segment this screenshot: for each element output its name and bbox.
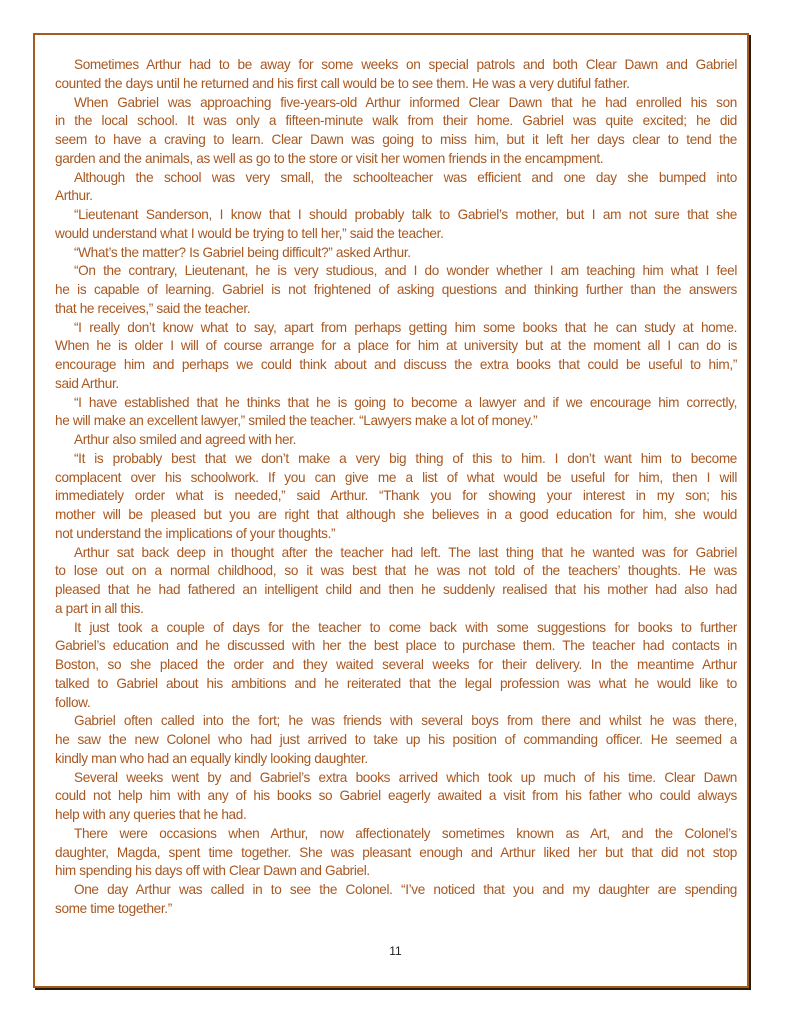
text-line: pleased that he had fathered an intelligent child and then he suddenly realised that his mother had also had: [55, 582, 737, 597]
text-line: kindly man who had an equally kindly looking daughter.: [55, 750, 368, 766]
text-line: some time together.”: [55, 900, 172, 916]
text-line: could not help him with any of his books so Gabriel eagerly awaited a visit from his father who could always: [55, 788, 737, 804]
paragraph: [55, 206, 737, 244]
text-line: help with any queries that he had.: [55, 807, 247, 822]
text-line: garden and the animals, as well as go to the store or visit her women friends in the encampment.: [55, 150, 604, 166]
text-line: Sometimes Arthur had to be away for some weeks on special patrols and both Clear Dawn and Gabriel: [74, 57, 737, 72]
paragraph: [55, 712, 737, 768]
text-line: Arthur also smiled and agreed with her.: [74, 432, 297, 447]
text-line: encourage him and perhaps we could think about and discuss the extra books that could be useful to him,”: [55, 357, 737, 372]
text-line: Several weeks went by and Gabriel’s extra books arrived which took up much of his time. Clear Dawn: [74, 769, 737, 785]
text-line: follow.: [55, 694, 91, 710]
paragraph: [55, 56, 737, 94]
paragraph: [55, 94, 737, 169]
text-line: “I really don’t know what to say, apart from perhaps getting him some books that he can study at home.: [74, 319, 737, 335]
text-line: said Arthur.: [55, 375, 119, 391]
text-line: Although the school was very small, the schoolteacher was efficient and one day she bumped into: [74, 169, 737, 185]
page-number: 11: [389, 944, 402, 958]
text-line: Boston, so she placed the order and they waited several weeks for their delivery. In the meantime Arthur: [55, 657, 737, 672]
text-line: Arthur sat back deep in thought after the teacher had left. The last thing that he wanted was for Gabriel: [74, 544, 737, 560]
text-line: he is capable of learning. Gabriel is not frightened of asking questions and thinking further than the answers: [55, 282, 737, 297]
paragraph: [55, 431, 737, 450]
text-line: him spending his days off with Clear Dawn and Gabriel.: [55, 863, 370, 879]
paragraph: [55, 244, 737, 263]
text-line: Gabriel often called into the fort; he was friends with several boys from there and whilst he was there,: [74, 713, 737, 729]
text-line: One day Arthur was called in to see the Colonel. “I’ve noticed that you and my daughter are spending: [74, 882, 737, 897]
text-line: When he is older I will of course arrange for a place for him at university but at the moment all I can do is: [55, 338, 737, 354]
text-line: he saw the new Colonel who had just arrived to take up his position of commanding officer. He seemed a: [55, 732, 737, 747]
text-line: “I have established that he thinks that he is going to become a lawyer and if we encourage him correctly,: [74, 394, 737, 410]
paragraph: [55, 825, 737, 881]
text-line: seem to have a craving to learn. Clear Dawn was going to miss him, but it left her days clear to tend the: [55, 132, 737, 147]
text-line: Arthur.: [55, 188, 93, 204]
text-line: counted the days until he returned and his first call would be to see them. He was a very dutiful father.: [55, 75, 630, 91]
paragraph: [55, 169, 737, 207]
text-line: he will make an excellent lawyer,” smiled the teacher. “Lawyers make a lot of money.”: [55, 413, 538, 429]
paragraph: [55, 619, 737, 713]
text-line: “It is probably best that we don’t make a very big thing of this to him. I don’t want him to become: [74, 450, 737, 466]
paragraph: [55, 881, 737, 919]
text-line: complacent over his schoolwork. If you can give me a list of what would be useful for him, then I will: [55, 469, 737, 485]
paragraph: [55, 394, 737, 432]
paragraph: [55, 262, 737, 318]
text-line: talked to Gabriel about his ambitions and he reiterated that the legal profession was what he would like to: [55, 675, 737, 691]
text-line: “Lieutenant Sanderson, I know that I should probably talk to Gabriel’s mother, but I am not sure that she: [74, 207, 737, 222]
paragraph: [55, 450, 737, 544]
text-line: that he receives,” said the teacher.: [55, 300, 251, 316]
text-line: There were occasions when Arthur, now affectionately sometimes known as Art, and the Colonel’s: [74, 825, 737, 841]
text-line: “What’s the matter? Is Gabriel being difficult?” asked Arthur.: [74, 244, 411, 260]
text-line: not understand the implications of your thoughts.”: [55, 525, 336, 541]
body-text: [55, 56, 737, 919]
paragraph: [55, 544, 737, 619]
paragraph: [55, 769, 737, 825]
text-line: Gabriel’s education and he discussed with her the best place to purchase them. The teacher had contacts in: [55, 638, 737, 654]
text-line: daughter, Magda, spent time together. She was pleasant enough and Arthur liked her but that did not stop: [55, 844, 737, 860]
text-line: would understand what I would be trying to tell her,” said the teacher.: [55, 225, 444, 241]
text-line: When Gabriel was approaching five-years-old Arthur informed Clear Dawn that he had enrolled his son: [74, 94, 737, 110]
text-line: It just took a couple of days for the teacher to come back with some suggestions for books to further: [74, 619, 737, 635]
text-line: a part in all this.: [55, 600, 144, 616]
text-line: in the local school. It was only a fifteen-minute walk from their home. Gabriel was quite excited; he did: [55, 113, 737, 129]
text-line: immediately order what is needed,” said Arthur. “Thank you for showing your interest in my son; his: [55, 488, 737, 504]
text-line: “On the contrary, Lieutenant, he is very studious, and I do wonder whether I am teaching him what I feel: [74, 263, 737, 279]
text-line: mother will be pleased but you are right that although she believes in a good education for him, she would: [55, 507, 737, 522]
text-line: to lose out on a normal childhood, so it was best that he was not told of the teachers’ thoughts. He was: [55, 563, 737, 579]
paragraph: [55, 319, 737, 394]
